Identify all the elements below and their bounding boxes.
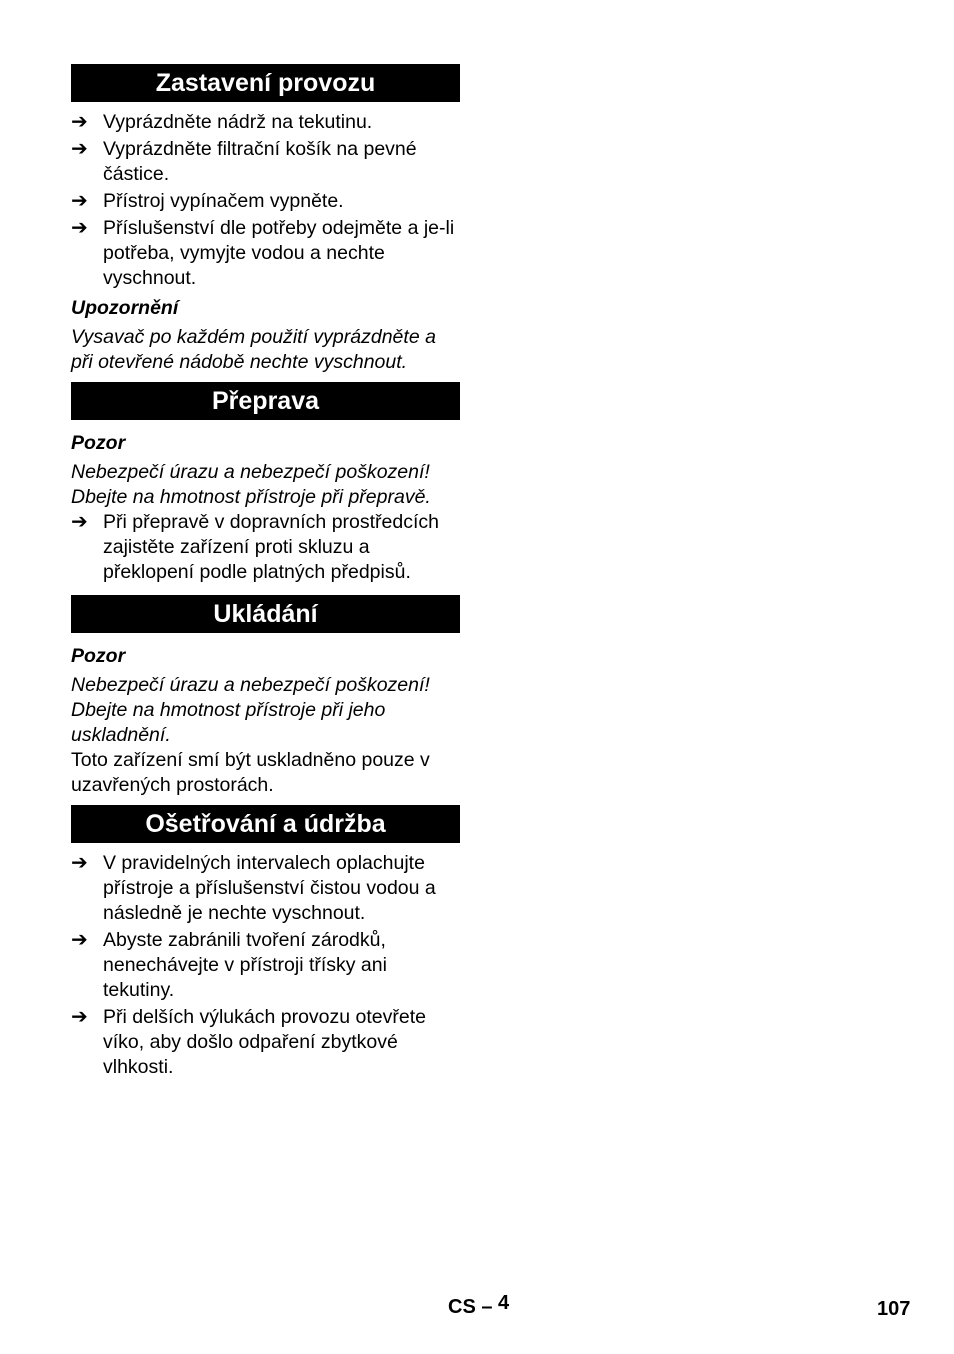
arrow-right-icon: ➔ [71,138,88,160]
section-heading-preprava: Přeprava [71,382,460,420]
list-item: ➔ V pravidelných intervalech oplachujte přístroje a příslušenství čistou vodou a následně je nechte vyschnout. [71,852,436,924]
list-item: ➔ Při delších výlukách provozu otevřete víko, aby došlo odpaření zbytkové vlhkosti. [71,1006,426,1078]
warning-label: Pozor [71,432,126,454]
list-item: ➔ Přístroj vypínačem vypněte. [71,190,344,212]
arrow-right-icon: ➔ [71,1006,88,1028]
content-column [71,64,460,1082]
arrow-right-icon: ➔ [71,511,88,533]
arrow-right-icon: ➔ [71,190,88,212]
list-item: ➔ Příslušenství dle potřeby odejměte a je-li potřeba, vymyjte vodou a nechte vyschnout. [71,217,455,289]
section-heading-osetrovani: Ošetřování a údržba [71,805,460,843]
warning-label: Pozor [71,645,126,667]
note-label: Upozornění [71,297,179,319]
body-text: Toto zařízení smí být uskladněno pouze v uzavřených prostorách. [71,749,430,796]
list-item: ➔ Při přepravě v dopravních prostředcích zajistěte zařízení proti skluzu a překlopení podle platných předpisů. [71,511,439,583]
warning-text: Nebezpečí úrazu a nebezpečí poškození! Dbejte na hmotnost přístroje při přepravě. [71,461,431,508]
warning-text: Nebezpečí úrazu a nebezpečí poškození! Dbejte na hmotnost přístroje při jeho uskladnění. [71,674,430,746]
list-item: ➔ Vyprázdněte filtrační košík na pevné částice. [71,138,417,185]
footer-section-label: CS – 4 [448,1292,510,1318]
arrow-right-icon: ➔ [71,217,88,239]
list-item: ➔ Vyprázdněte nádrž na tekutinu. [71,111,373,133]
section-heading-zastaveni: Zastavení provozu [71,64,460,102]
arrow-right-icon: ➔ [71,111,88,133]
note-text: Vysavač po každém použití vyprázdněte a při otevřené nádobě nechte vyschnout. [71,326,436,373]
list-item: ➔ Abyste zabránili tvoření zárodků, nenechávejte v přístroji třísky ani tekutiny. [71,929,387,1001]
page-number: 107 [877,1298,911,1320]
section-heading-ukladani: Ukládání [71,595,460,633]
arrow-right-icon: ➔ [71,852,88,874]
arrow-right-icon: ➔ [71,929,88,951]
